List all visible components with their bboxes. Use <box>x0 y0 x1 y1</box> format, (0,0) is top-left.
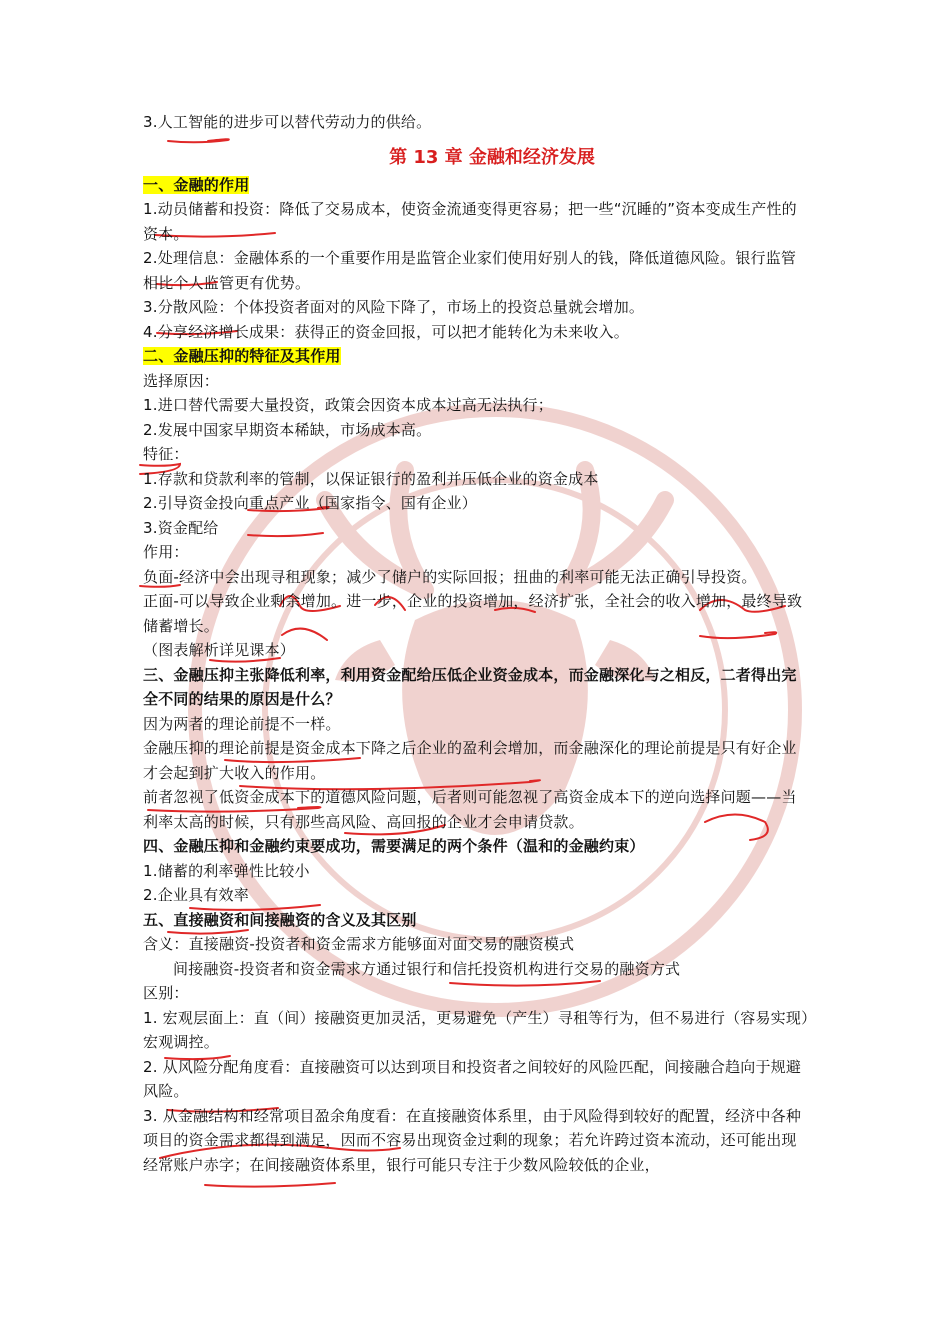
section-heading-2: 二、金融压抑的特征及其作用 <box>143 347 341 365</box>
text-line: 1.存款和贷款利率的管制，以保证银行的盈利并压低企业的资金成本 <box>143 469 599 488</box>
text-line: （图表解析详见课本） <box>143 641 296 659</box>
text-line: 2.引导资金投向重点产业（国家指令、国有企业） <box>143 494 477 512</box>
text-line: 1.动员储蓄和投资：降低了交易成本，使资金流通变得更容易；把一些“沉睡的”资本变成生产性的资本。 <box>143 200 797 243</box>
text-line: 1. 宏观层面上：直（间）接融资更加灵活，更易避免（产生）寻租等行为，但不易进行（容易实现）宏观调控。 <box>143 1008 809 1051</box>
text-line: 正面-可以导致企业剩余增加。进一步，企业的投资增加，经济扩张，全社会的收入增加，最终导致储蓄增长。 <box>143 592 803 635</box>
text-line: 间接融资-投资者和资金需求方通过银行和信托投资机构进行交易的融资方式 <box>173 959 681 978</box>
text-line: 3.资金配给 <box>143 518 219 537</box>
text-line: 区别： <box>143 984 189 1002</box>
text-line: 含义：直接融资-投资者和资金需求方能够面对面交易的融资模式 <box>143 935 575 953</box>
text-line: 3.分散风险：个体投资者面对的风险下降了，市场上的投资总量就会增加。 <box>143 298 645 316</box>
text-line: 特征： <box>143 445 189 463</box>
text-line: 3. 从金融结构和经常项目盈余角度看：在直接融资体系里，由于风险得到较好的配置，经济中各种项目的资金需求都得到满足，因而不容易出现资金过剩的现象；若允许跨过资本流动，还可能出现经常账户赤字；在间接融资体系里，银行可能只专注于少数风险较低的企业， <box>143 1106 802 1174</box>
text-line: 因为两者的理论前提不一样。 <box>143 714 341 733</box>
text-line: 2.处理信息：金融体系的一个重要作用是监管企业家们使用好别人的钱，降低道德风险。银行监管相比个人监管更有优势。 <box>143 249 797 292</box>
document-body <box>143 110 811 1177</box>
section-heading-3: 三、金融压抑主张降低利率，利用资金配给压低企业资金成本，而金融深化与之相反，二者得出完全不同的结果的原因是什么？ <box>143 665 797 708</box>
section-heading-1: 一、金融的作用 <box>143 175 250 194</box>
text-line: 负面-经济中会出现寻租现象；减少了储户的实际回报；扭曲的利率可能无法正确引导投资。 <box>143 567 757 586</box>
text-line: 1.储蓄的利率弹性比较小 <box>143 861 310 880</box>
text-line: 选择原因： <box>143 371 220 390</box>
text-line: 2. 从风险分配角度看：直接融资可以达到项目和投资者之间较好的风险匹配，间接融合趋向于规避风险。 <box>143 1057 802 1100</box>
section-heading-4: 四、金融压抑和金融约束要成功，需要满足的两个条件（温和的金融约束） <box>143 837 645 855</box>
text-line: 2.发展中国家早期资本稀缺，市场成本高。 <box>143 420 432 439</box>
text-line: 4.分享经济增长成果：获得正的资金回报，可以把才能转化为未来收入。 <box>143 322 629 341</box>
text-line: 3.人工智能的进步可以替代劳动力的供给。 <box>143 113 432 131</box>
text-line: 前者忽视了低资金成本下的道德风险问题，后者则可能忽视了高资金成本下的逆向选择问题——当利率太高的时候，只有那些高风险、高回报的企业才会申请贷款。 <box>143 788 797 831</box>
section-heading-5: 五、直接融资和间接融资的含义及其区别 <box>143 910 417 929</box>
text-line: 2.企业具有效率 <box>143 886 249 904</box>
text-line: 1.进口替代需要大量投资，政策会因资本成本过高无法执行； <box>143 396 553 414</box>
chapter-title: 第 13 章 金融和经济发展 <box>389 146 595 168</box>
text-line: 金融压抑的理论前提是资金成本下降之后企业的盈利会增加，而金融深化的理论前提是只有好企业才会起到扩大收入的作用。 <box>143 739 797 782</box>
text-line: 作用： <box>143 543 189 561</box>
